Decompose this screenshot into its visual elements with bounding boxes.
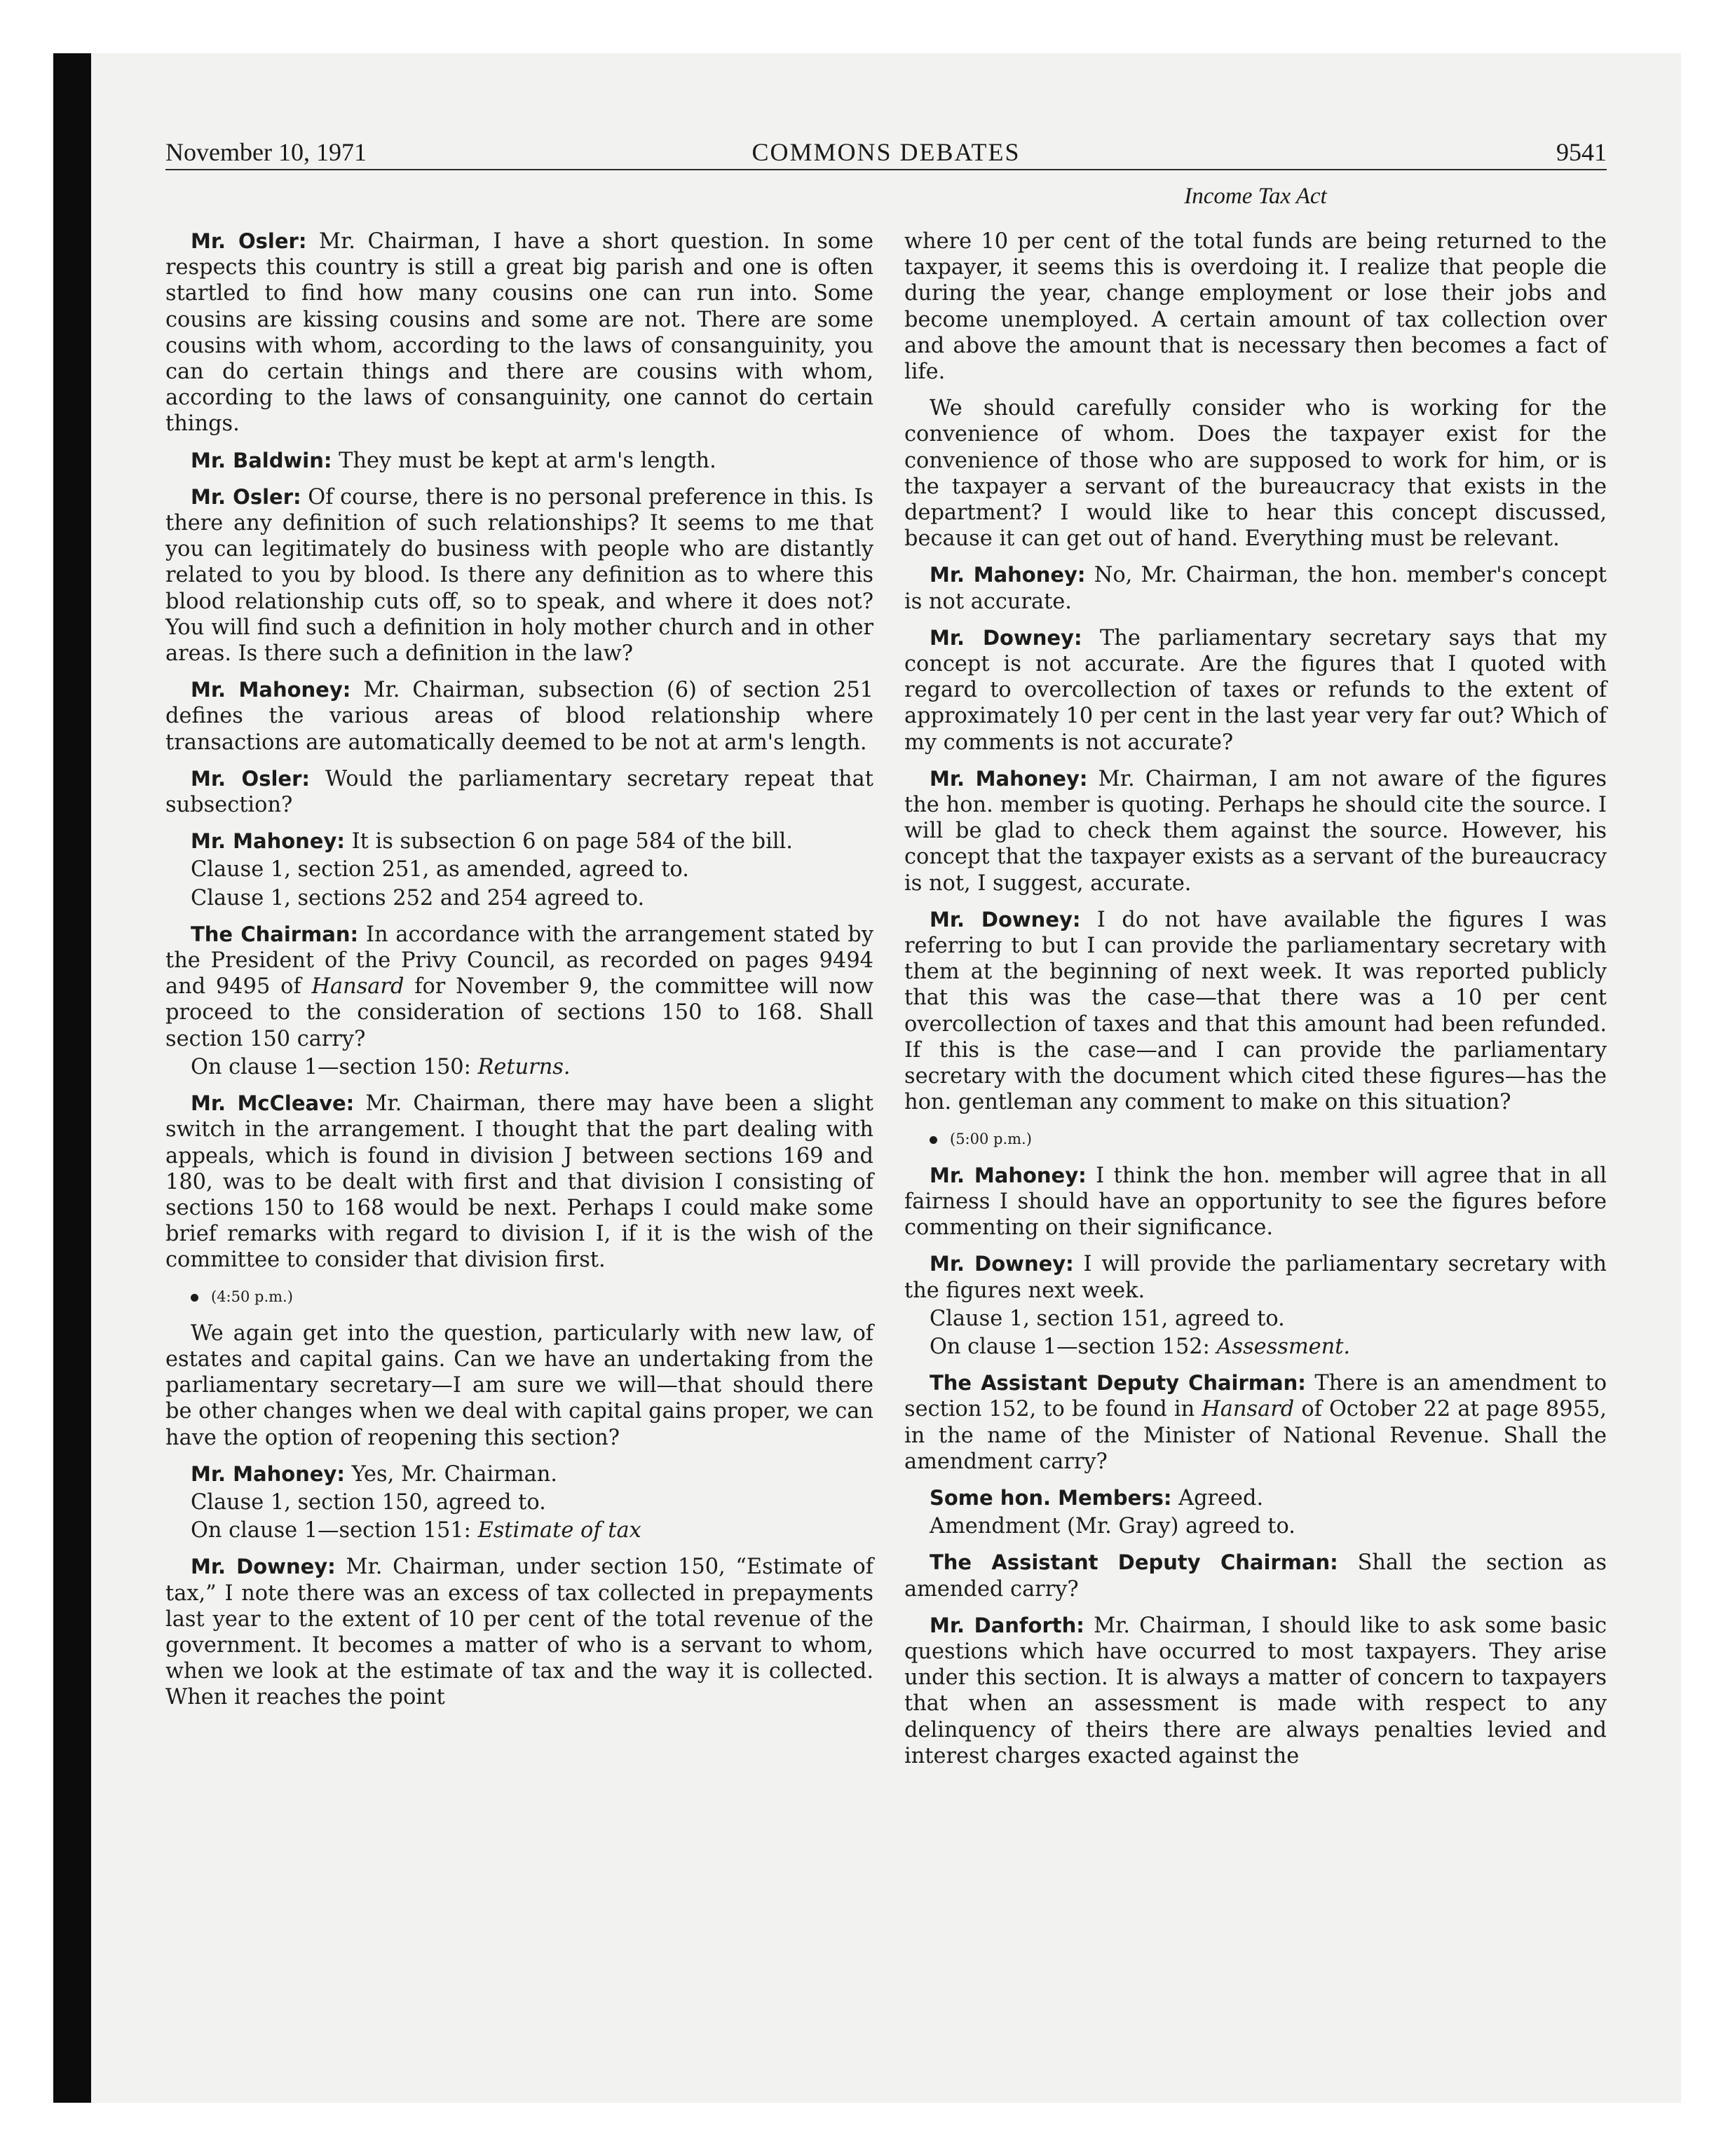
motion-text: On clause 1—section 150: xyxy=(191,1054,471,1079)
speech xyxy=(904,562,1607,614)
speech-text: Mr. Chairman, I am not aware of the figures the hon. member is quoting. Perhaps he should cite the source. I will be glad to check them against the source. However, his concept that the taxpayer exists as a servant of the bureaucracy is not, I suggest, accurate. xyxy=(904,766,1607,896)
speech xyxy=(165,1554,873,1710)
motion xyxy=(904,1334,1607,1360)
speech-text: Shall the section as amended carry? xyxy=(904,1550,1607,1602)
speaker: Mr. Danforth: xyxy=(930,1613,1084,1637)
speech-continuation: We should carefully consider who is working for the convenience of whom. Does the taxpayer exist for the convenience of those who are supposed to work for him, or is the taxpayer a servant of the bureaucracy that exists in the department? I would like to hear this concept discussed, because it can get out of hand. Everything must be relevant. xyxy=(904,396,1607,552)
speaker: Mr. McCleave: xyxy=(191,1091,355,1116)
speech-text: Mr. Chairman, subsection (6) of section 251 defines the various areas of blood relationship where transactions are automatically deemed to be not at arm's length. xyxy=(165,678,873,755)
right-column xyxy=(904,228,1607,1780)
speaker: Mr. Mahoney: xyxy=(930,1163,1087,1187)
speech xyxy=(165,677,873,756)
speaker: Mr. Mahoney: xyxy=(191,678,351,702)
speech-text: Mr. Chairman, I should like to ask some basic questions which have occurred to most taxpayers. They arise under this section. It is always a matter of concern to taxpayers that when an assessment is made with respect to any delinquency of theirs there are always penalties levied and interest charges exacted against the xyxy=(904,1613,1607,1768)
header-page-number: 9541 xyxy=(1556,138,1607,166)
speech-text: Mr. Chairman, under section 150, “Estimate of tax,” I note there was an excess of tax collected in prepayments last year to the extent of 10 per cent of the total revenue of the government. It becomes a matter of who is a servant to whom, when we look at the estimate of tax and the way it is collected. When it reaches the point xyxy=(165,1555,873,1710)
hansard-italic: Hansard xyxy=(1202,1397,1295,1422)
left-column xyxy=(165,228,873,1721)
speech-text: There is an amendment to section 152, to be found in xyxy=(904,1371,1607,1422)
speaker: Mr. Mahoney: xyxy=(191,829,345,854)
motion: Clause 1, sections 252 and 254 agreed to. xyxy=(191,885,645,910)
speech xyxy=(165,1091,873,1273)
speech xyxy=(165,766,873,818)
speech xyxy=(904,1613,1607,1769)
bullet-icon xyxy=(930,1136,937,1144)
header-publication: COMMONS DEBATES xyxy=(751,138,1021,166)
motion xyxy=(165,1517,873,1543)
speaker: The Assistant Deputy Chairman: xyxy=(930,1550,1338,1575)
speech-text: It is subsection 6 on page 584 of the bill. xyxy=(351,829,793,854)
motion: Amendment (Mr. Gray) agreed to. xyxy=(930,1514,1295,1539)
speech xyxy=(904,907,1607,1116)
speaker: Mr. Mahoney: xyxy=(930,766,1088,791)
speaker: Mr. Osler: xyxy=(191,229,307,253)
page-header xyxy=(165,137,1607,172)
speech-text: of October 22 at page 8955, in the name of the Minister of National Revenue. Shall the amendment carry? xyxy=(904,1397,1607,1474)
hansard-italic: Hansard xyxy=(311,974,404,999)
speech-text: Agreed. xyxy=(1178,1485,1264,1510)
speaker: Mr. Baldwin: xyxy=(191,448,332,472)
speech-text: I do not have available the figures I was referring to but I can provide the parliamentary secretary with them at the beginning of next week. It was reported publicly that this was the case—that there was a 10 per cent overcollection of taxes and that this amount had been refunded. If this is the case—and I can provide the parliamentary secretary with the document which cited these figures—has the hon. gentleman any comment to make on this situation? xyxy=(904,907,1607,1115)
speech-text: I think the hon. member will agree that in all fairness I should have an opportunity to see the figures before commenting on their significance. xyxy=(904,1163,1607,1241)
motion: Clause 1, section 251, as amended, agreed to. xyxy=(191,857,689,882)
speech xyxy=(165,448,873,474)
scan-edge xyxy=(53,53,91,2103)
speaker: Some hon. Members: xyxy=(930,1485,1172,1510)
speaker: Mr. Downey: xyxy=(930,1252,1074,1276)
speech xyxy=(165,228,873,437)
speech xyxy=(904,1163,1607,1241)
speech-text: Would the parliamentary secretary repeat that subsection? xyxy=(165,766,873,818)
speech-text: I will provide the parliamentary secretary with the figures next week. xyxy=(904,1252,1607,1303)
header-rule xyxy=(165,169,1607,170)
bullet-icon xyxy=(191,1294,198,1302)
motion: Clause 1, section 150, agreed to. xyxy=(191,1489,546,1515)
speaker: Mr. Mahoney: xyxy=(191,1461,345,1486)
speech xyxy=(904,766,1607,896)
speech-text: Yes, Mr. Chairman. xyxy=(351,1461,557,1487)
motion: Clause 1, section 151, agreed to. xyxy=(930,1306,1285,1331)
speech xyxy=(904,1550,1607,1602)
motion-text: On clause 1—section 151: xyxy=(191,1518,471,1543)
speaker: Mr. Osler: xyxy=(191,766,310,791)
speech-text: Of course, there is no personal preference in this. Is there any definition of such relationships? It seems to me that you can legitimately do business with people who are distantly related to you by blood. Is there any definition as to where this blood relationship cuts off, so to speak, and where it does not? You will find such a definition in holy mother church and in other areas. Is there such a definition in the law? xyxy=(165,484,874,667)
motion-title: Returns. xyxy=(477,1054,571,1079)
speech xyxy=(904,1251,1607,1303)
time-stamp xyxy=(904,1126,1607,1152)
time-text: (5:00 p.m.) xyxy=(950,1130,1032,1147)
speech-continuation: where 10 per cent of the total funds are being returned to the taxpayer, it seems this is overdoing it. I realize that people die during the year, change employment or lose their jobs and become unemployed. A certain amount of tax collection over and above the amount that is necessary then becomes a fact of life. xyxy=(904,229,1607,385)
speech xyxy=(165,828,873,854)
motion-text: On clause 1—section 152: xyxy=(930,1334,1210,1359)
speech-text: They must be kept at arm's length. xyxy=(339,448,716,473)
speaker: The Assistant Deputy Chairman: xyxy=(930,1371,1306,1396)
speech-text: No, Mr. Chairman, the hon. member's concept is not accurate. xyxy=(904,563,1607,614)
speaker: Mr. Downey: xyxy=(191,1555,336,1579)
speaker: Mr. Osler: xyxy=(191,484,301,509)
speech xyxy=(165,922,873,1052)
speech-text: In accordance with the arrangement stated by the President of the Privy Council, as recorded on pages 9494 and 9495 of xyxy=(165,922,873,999)
speech xyxy=(904,1485,1607,1511)
speaker: Mr. Downey: xyxy=(930,625,1082,650)
speech xyxy=(165,484,873,667)
time-text: (4:50 p.m.) xyxy=(211,1288,293,1305)
running-head: Income Tax Act xyxy=(1184,184,1327,209)
speech xyxy=(165,1461,873,1487)
speech-text: The parliamentary secretary says that my concept is not accurate. Are the figures that I quoted with regard to overcollection of taxes or refunds to the extent of approximately 10 per cent in the last year very far out? Which of my comments is not accurate? xyxy=(904,625,1607,755)
speech-text: Mr. Chairman, I have a short question. In some respects this country is still a great big parish and one is often startled to find how many cousins one can run into. Some cousins are kissing cousins and some are not. There are some cousins with whom, according to the laws of consanguinity, you can do certain things and there are cousins with whom, according to the laws of consanguinity, one cannot do certain things. xyxy=(165,229,873,437)
speech xyxy=(904,625,1607,756)
motion-title: Estimate of tax xyxy=(477,1518,641,1543)
header-date: November 10, 1971 xyxy=(165,138,367,166)
motion xyxy=(165,1054,873,1080)
motion-title: Assessment. xyxy=(1216,1334,1351,1359)
speech-continuation: We again get into the question, particularly with new law, of estates and capital gains. Can we have an undertaking from the parliamentary secretary—I am sure we will—that should there be other changes when we deal with capital gains proper, we can have the option of reopening this section? xyxy=(165,1321,873,1450)
speaker: Mr. Mahoney: xyxy=(930,563,1086,587)
speech-text: Mr. Chairman, there may have been a slight switch in the arrangement. I thought that the part dealing with appeals, which is found in division J between sections 169 and 180, was to be dealt with first and that division I consisting of sections 150 to 168 would be next. Perhaps I could make some brief remarks with regard to division I, if it is the wish of the committee to consider that division first. xyxy=(165,1091,873,1273)
speech xyxy=(904,1370,1607,1475)
speech-text: for November 9, the committee will now proceed to the consideration of sections 150 to 168. Shall section 150 carry? xyxy=(165,974,873,1051)
time-stamp xyxy=(165,1284,873,1310)
speaker: Mr. Downey: xyxy=(930,907,1081,932)
speaker: The Chairman: xyxy=(191,922,359,946)
